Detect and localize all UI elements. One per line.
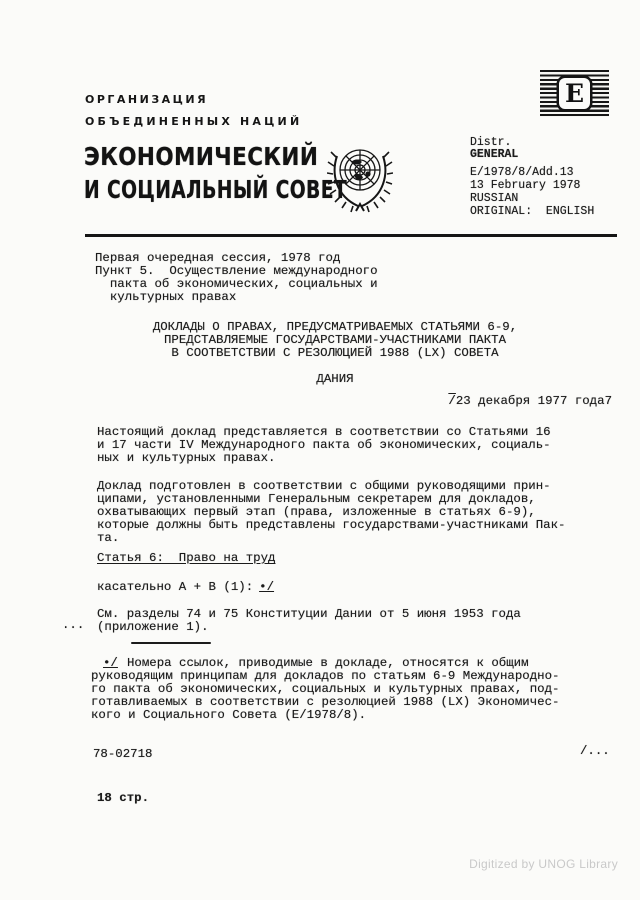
agenda-item-line: пакта об экономических, социальных и xyxy=(95,277,378,291)
body-line: Настоящий доклад представляется в соответствии со Статьями 16 xyxy=(97,425,551,439)
title-line: В СООТВЕТСТВИИ С РЕЗОЛЮЦИЕЙ 1988 (LX) СОВЕТА xyxy=(171,346,499,360)
header-divider-rule xyxy=(85,234,617,237)
job-number: 78-02718 xyxy=(93,747,153,761)
see-sections-line: См. разделы 74 и 75 Конституции Дании от 5 июня 1953 года xyxy=(97,607,521,621)
title-line: ДОКЛАДЫ О ПРАВАХ, ПРЕДУСМАТРИВАЕМЫХ СТАТЬЯМИ 6-9, xyxy=(152,320,518,334)
doc-original-language: ORIGINAL: ENGLISH xyxy=(470,205,595,218)
footnote-line: го пакта об экономических, социальных и культурных правах, под- xyxy=(91,682,560,696)
body-line: которые должны быть представлены государствами-участниками Пак- xyxy=(97,518,566,532)
margin-ellipsis: ... xyxy=(62,618,85,632)
body-line: ных и культурных правах. xyxy=(97,451,276,465)
distr-type: GENERAL xyxy=(470,148,519,161)
title-line: ПРЕДСТАВЛЯЕМЫЕ ГОСУДАРСТВАМИ-УЧАСТНИКАМИ ПАКТА xyxy=(163,333,507,347)
org-name-line2: ОБЪЕДИНЕННЫХ НАЦИЙ xyxy=(85,115,303,128)
body-line: ципами, установленными Генеральным секретарем для докладов, xyxy=(97,492,536,506)
footnote-marker: •/ xyxy=(103,656,118,670)
submission-date xyxy=(448,395,612,408)
body-line: Доклад подготовлен в соответствии с общими руководящими прин- xyxy=(97,479,551,493)
continuation-mark: /... xyxy=(580,744,610,758)
doc-language: RUSSIAN xyxy=(470,192,519,205)
footnote-divider xyxy=(131,642,211,644)
council-title-line2: И СОЦИАЛЬНЫЙ СОВЕТ xyxy=(84,175,348,204)
session-line: Первая очередная сессия, 1978 год xyxy=(95,251,341,265)
page-count: 18 стр. xyxy=(97,791,150,805)
bracket-close: 7 xyxy=(604,394,612,408)
body-line: та. xyxy=(97,531,120,545)
country-name xyxy=(118,373,552,386)
digitization-watermark: Digitized by UNOG Library xyxy=(469,857,618,871)
bracket-open: / xyxy=(448,394,456,408)
date-text: 23 декабря 1977 года xyxy=(455,394,605,408)
footnote-line: руководящим принципам для докладов по статьям 6-9 Международно- xyxy=(91,669,560,683)
footnote-line: Номера ссылок, приводимые в докладе, относятся к общим xyxy=(127,656,529,670)
org-name-line1: ОРГАНИЗАЦИЯ xyxy=(85,93,209,106)
footnote-line: кого и Социального Совета (Е/1978/8). xyxy=(91,708,367,722)
body-line: и 17 части IV Международного пакта об экономических, социаль- xyxy=(97,438,551,452)
footnote-marker: •/ xyxy=(259,580,275,594)
e-series-letter: E xyxy=(559,78,590,109)
footnote-line: готавливаемых в соответствии с резолюцией 1988 (LX) Экономичес- xyxy=(91,695,560,709)
agenda-item-line: Пункт 5. Осуществление международного xyxy=(95,264,378,278)
article-6-heading: Статья 6: Право на труд xyxy=(97,551,276,565)
article-6-reference-line xyxy=(97,581,274,594)
un-emblem-icon xyxy=(327,140,393,216)
reference-text: касательно А + В (1): xyxy=(97,580,254,594)
agenda-item-line: культурных правах xyxy=(95,290,237,304)
distr-label: Distr. xyxy=(470,136,512,149)
doc-date: 13 February 1978 xyxy=(470,179,581,192)
document-title xyxy=(118,321,552,360)
see-sections-line: (приложение 1). xyxy=(97,620,209,634)
body-line: охватывающих первый этап (права, изложенные в статьях 6-9), xyxy=(97,505,536,519)
country-name-text: ДАНИЯ xyxy=(316,372,354,386)
council-title-line1: ЭКОНОМИЧЕСКИЙ xyxy=(84,142,319,171)
e-series-logo xyxy=(540,70,609,117)
doc-symbol: E/1978/8/Add.13 xyxy=(470,166,574,179)
